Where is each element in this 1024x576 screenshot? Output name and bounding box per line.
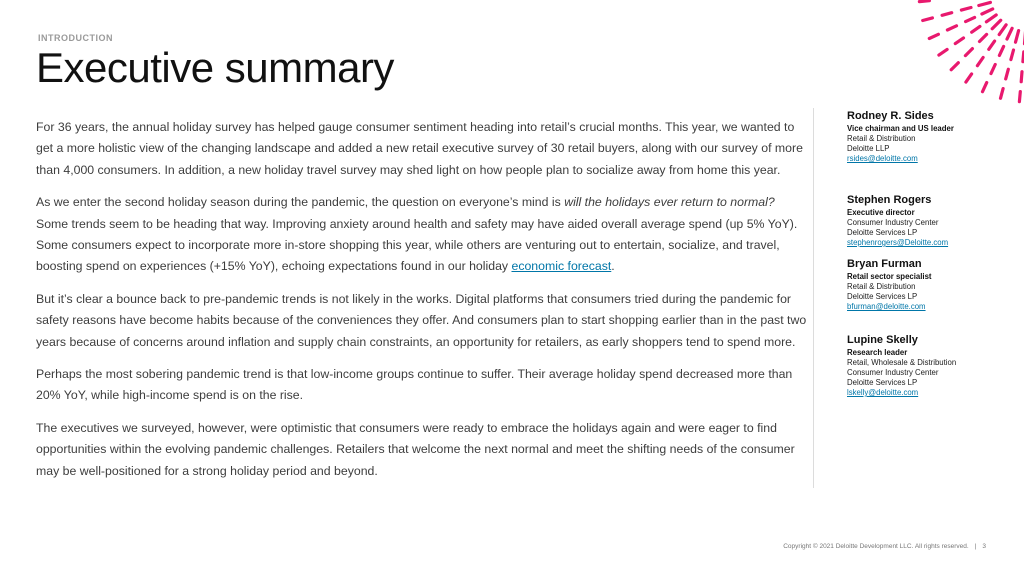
contact-card	[847, 258, 1017, 312]
economic-forecast-link[interactable]: economic forecast	[511, 259, 612, 274]
section-eyebrow: INTRODUCTION	[38, 33, 113, 43]
contact-line: Deloitte Services LP	[847, 228, 918, 237]
burst-dash	[966, 17, 975, 21]
page-number: 3	[982, 543, 986, 550]
burst-dash	[929, 34, 938, 38]
burst-dash	[982, 9, 993, 14]
contact-email-link[interactable]: rsides@deloitte.com	[847, 154, 918, 163]
paragraph-5: The executives we surveyed, however, were optimistic that consumers were ready to embrace the holidays again and were eager to find opportunities within the evolving pandemic challenges. Retailers that welcome the next normal and meet the shifting needs of the consumer may be well-positioned for a strong holiday period and beyond.	[36, 420, 795, 478]
contact-line: Deloitte LLP	[847, 144, 890, 153]
burst-dash	[942, 13, 952, 16]
contact-name: Rodney R. Sides	[847, 110, 934, 122]
copyright-text: Copyright © 2021 Deloitte Development LLC. All rights reserved.	[783, 543, 969, 550]
contact-line: Retail & Distribution	[847, 282, 916, 291]
contact-line: Deloitte Services LP	[847, 292, 918, 301]
sidebar-divider	[813, 108, 814, 488]
contact-line: Deloitte Services LP	[847, 378, 918, 387]
contact-line: Retail, Wholesale & Distribution	[847, 358, 957, 367]
burst-dash	[947, 26, 956, 30]
burst-dash	[955, 38, 963, 44]
contact-name: Lupine Skelly	[847, 334, 918, 346]
contact-line: Consumer Industry Center	[847, 368, 939, 377]
burst-dash	[919, 1, 929, 2]
footer-separator: |	[974, 543, 977, 550]
burst-dash	[980, 34, 987, 41]
burst-dash	[1001, 89, 1004, 99]
burst-dash	[1011, 50, 1014, 60]
body-text	[36, 117, 808, 493]
contact-role: Research leader	[847, 348, 908, 357]
page-title: Executive summary	[36, 44, 394, 91]
contact-email-link[interactable]: lskelly@deloitte.com	[847, 388, 919, 397]
burst-dash	[992, 20, 1001, 29]
contact-email-link[interactable]: stephenrogers@Deloitte.com	[847, 238, 949, 247]
contact-email-link[interactable]: bfurman@deloitte.com	[847, 302, 926, 311]
burst-dash	[1007, 28, 1012, 39]
contact-role: Executive director	[847, 208, 915, 217]
burst-dash	[989, 41, 995, 49]
paragraph-2-text-b: Some trends seem to be heading that way. Improving anxiety around health and safety may have aided overall average spend (up 5% YoY). Some consumers expect to incorporate more in-store shopping this year, while others are venturing out to entertain, socialize, and travel, boosting spend on experiences (+15% YoY), echoing expectations found in our holiday	[36, 216, 798, 274]
burst-dash	[999, 46, 1003, 55]
burst-dash	[923, 18, 933, 21]
paragraph-4: Perhaps the most sobering pandemic trend is that low-income groups continue to suffer. Their average holiday spend decreased more than 20% YoY, while high-income spend is on the rise.	[36, 367, 793, 403]
burst-dash	[999, 25, 1006, 35]
burst-dash	[1006, 69, 1009, 79]
burst-dash	[991, 65, 995, 74]
paragraph-2	[36, 192, 808, 278]
paragraph-2-italic: will the holidays ever return to normal?	[564, 195, 775, 210]
paragraph-2-text-a: As we enter the second holiday season during the pandemic, the question on everyone’s mind is	[36, 195, 565, 210]
burst-dash	[939, 49, 947, 55]
burst-dash	[961, 8, 971, 11]
contact-line: Consumer Industry Center	[847, 218, 939, 227]
contact-card	[847, 110, 1017, 164]
burst-dash	[951, 63, 958, 70]
burst-dash	[983, 83, 987, 92]
burst-dash	[965, 49, 972, 56]
contact-line: Retail & Distribution	[847, 134, 916, 143]
decorative-burst-graphic	[894, 0, 1024, 110]
page-footer	[783, 543, 986, 550]
burst-dash	[1021, 72, 1022, 82]
burst-dash	[1019, 92, 1020, 102]
burst-dash	[986, 15, 996, 22]
paragraph-2-end: .	[611, 259, 615, 274]
contact-role: Vice chairman and US leader	[847, 124, 954, 133]
contact-card	[847, 334, 1017, 398]
paragraph-1: For 36 years, the annual holiday survey has helped gauge consumer sentiment heading into retail’s crucial months. This year, we wanted to get a more holistic view of the changing landscape and added a new retail executive survey of 30 retail buyers, along with our survey of more than 4,000 consumers. In addition, a new holiday travel survey may shed light on how people plan to socialize away from home this year.	[36, 120, 803, 177]
contact-card	[847, 194, 1017, 248]
paragraph-3: But it’s clear a bounce back to pre-pandemic trends is not likely in the works. Digital platforms that consumers tried during the pandemic for safety reasons have become habits because of the conveniences they offer. And consumers plan to start shopping earlier than in the past two years because of concerns around inflation and supply chain constraints, an opportunity for retailers, as early shoppers tend to spend more.	[36, 291, 807, 349]
burst-dash	[977, 58, 983, 66]
contact-name: Stephen Rogers	[847, 194, 932, 206]
contact-role: Retail sector specialist	[847, 272, 932, 281]
burst-dash	[972, 26, 980, 32]
burst-dash	[1016, 31, 1019, 43]
burst-dash	[979, 2, 991, 5]
burst-dash	[966, 74, 972, 82]
contact-name: Bryan Furman	[847, 258, 922, 270]
